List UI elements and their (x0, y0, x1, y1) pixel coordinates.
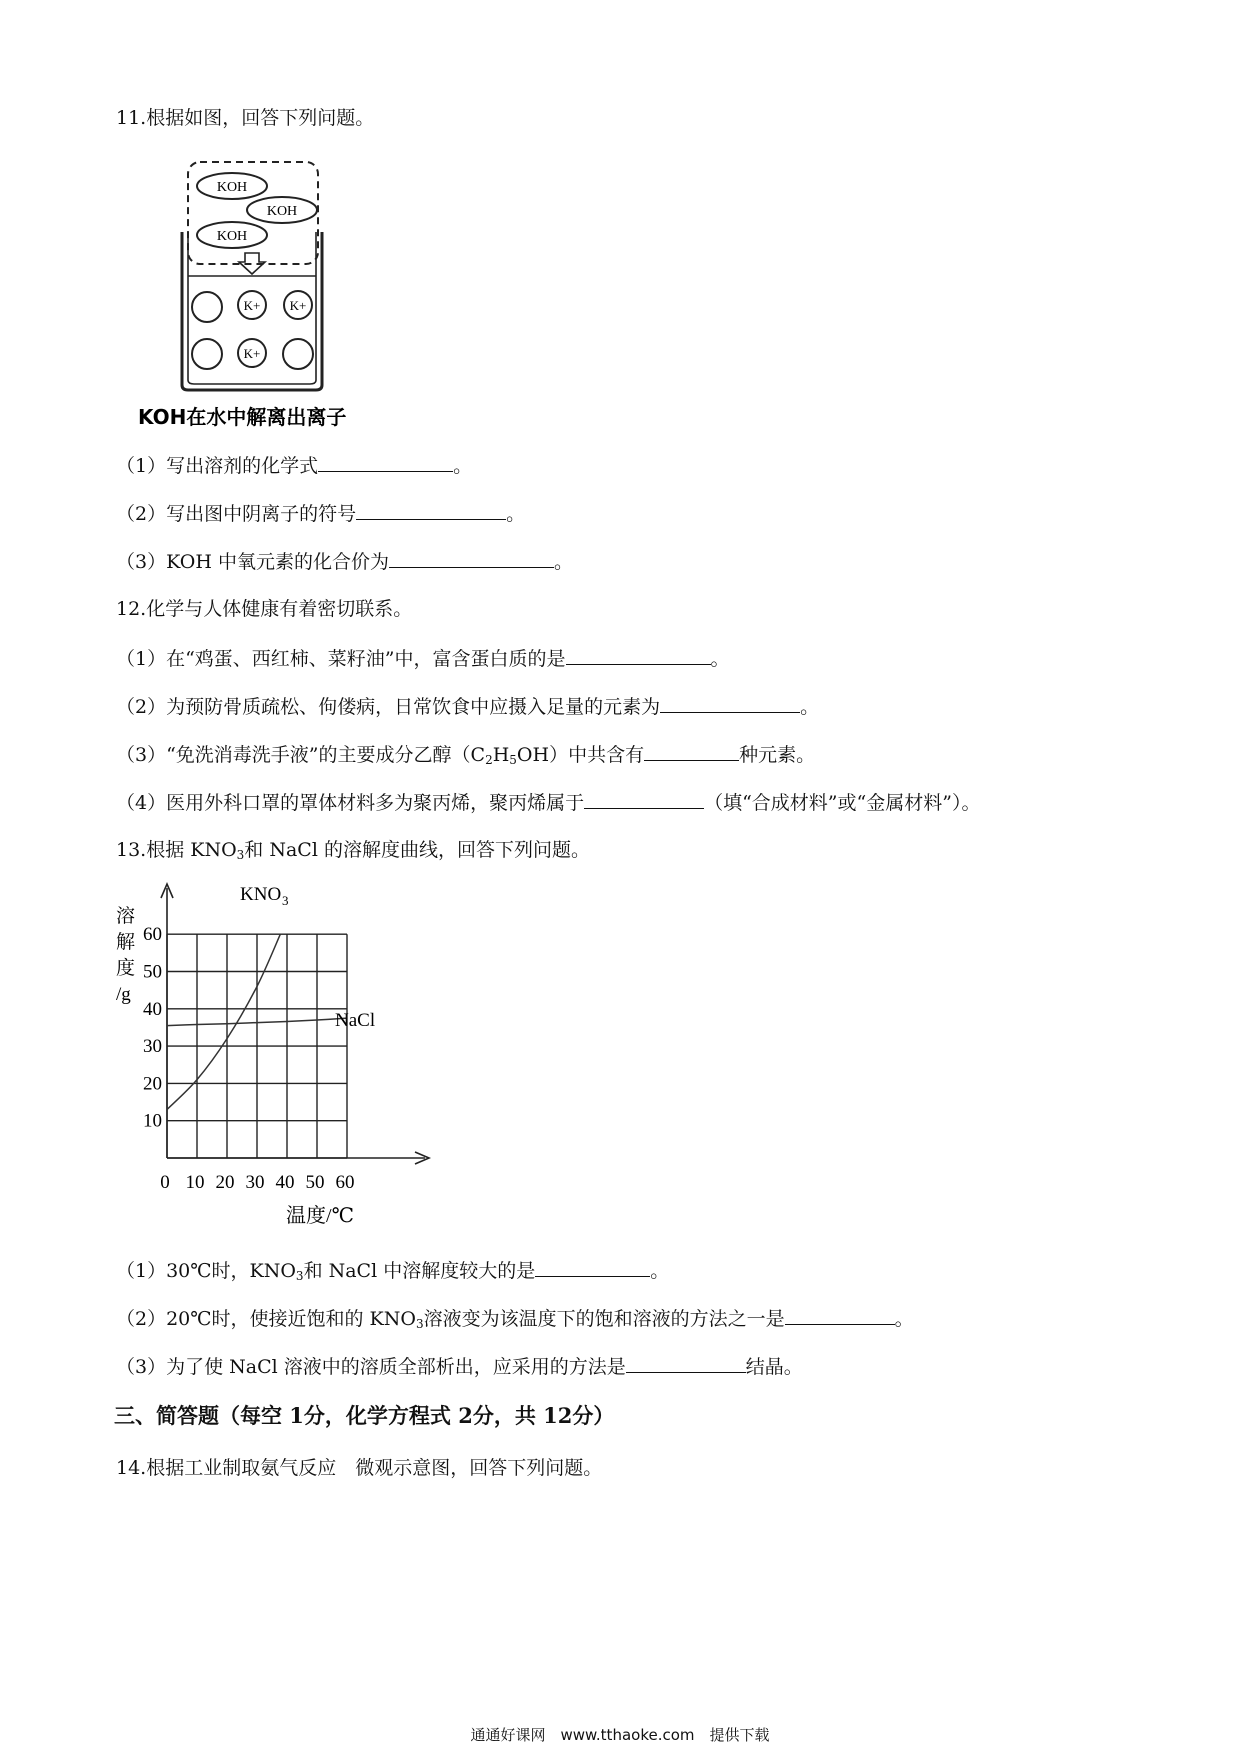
q11-sub3: （3）KOH 中氧元素的化合价为 。 (116, 551, 573, 573)
svg-text:K+: K+ (289, 298, 307, 313)
series-label-kno3-sub: 3 (282, 893, 289, 908)
answer-blank[interactable] (660, 694, 800, 713)
answer-blank[interactable] (584, 790, 704, 809)
answer-blank[interactable] (785, 1306, 895, 1325)
x-tick-label: 0 (160, 1172, 170, 1193)
y-tick-label: 30 (143, 1036, 162, 1058)
q12-sub4: （4）医用外科口罩的罩体材料多为聚丙烯，聚丙烯属于 （填“合成材料”或“金属材料”）。 (116, 792, 981, 814)
svg-text:KOH: KOH (216, 229, 248, 244)
solubility-chart (110, 880, 440, 1227)
q12-title: 12.化学与人体健康有着密切联系。 (116, 598, 413, 620)
y-axis-label: 溶 (116, 906, 136, 927)
k-ion (238, 339, 266, 367)
q13-sub3: （3）为了使 NaCl 溶液中的溶质全部析出，应采用的方法是 结晶。 (116, 1356, 803, 1378)
q12-sub1: （1）在“鸡蛋、西红柿、菜籽油”中，富含蛋白质的是 。 (116, 648, 730, 670)
section-heading: 三、简答题（每空 1分，化学方程式 2分，共 12分） (114, 1403, 615, 1428)
page-footer: 通通好课网 www.tthaoke.com 提供下载 (470, 1726, 770, 1744)
answer-blank[interactable] (318, 453, 453, 472)
q13-title: 13.根据 $KNO_3$和 NaCl 的溶解度曲线，回答下列问题。 (116, 839, 590, 862)
figure-caption: KOH在水中解离出离子 (138, 405, 347, 429)
answer-blank[interactable] (626, 1354, 746, 1373)
koh-molecule (247, 197, 317, 223)
answer-blank[interactable] (644, 742, 739, 761)
anion-circle (192, 292, 222, 322)
x-tick-label: 20 (215, 1172, 235, 1193)
y-tick-label: 20 (143, 1073, 162, 1095)
q11-sub1: （1）写出溶剂的化学式 。 (116, 455, 473, 477)
k-ion (238, 291, 266, 319)
koh-dissociation-figure (122, 150, 402, 432)
q13-sub2: （2）20℃时，使接近饱和的 $KNO_3$溶液变为该温度下的饱和溶液的方法之一是 。 (116, 1308, 914, 1331)
answer-blank[interactable] (356, 501, 506, 520)
answer-blank[interactable] (389, 549, 554, 568)
svg-text:KOH: KOH (216, 180, 248, 195)
y-tick-label: 50 (143, 961, 162, 983)
svg-text:KOH: KOH (266, 204, 298, 219)
answer-blank[interactable] (566, 646, 711, 665)
svg-text:K+: K+ (243, 346, 261, 361)
koh-molecule (197, 173, 267, 199)
q14-title: 14.根据工业制取氨气反应 微观示意图，回答下列问题。 (116, 1457, 603, 1479)
q12-sub3: （3）“免洗消毒洗手液”的主要成分乙醇$(C_2H_5OH)$中共含有 种元素。 (116, 744, 816, 767)
anion-circle (192, 339, 222, 369)
x-tick-label: 10 (185, 1172, 205, 1193)
koh-molecule (197, 222, 267, 248)
q13-sub1: （1）30℃时，$KNO_3$和 NaCl 中溶解度较大的是 。 (116, 1260, 670, 1283)
series-label-kno3: KNO (240, 884, 282, 905)
q11-sub2: （2）写出图中阴离子的符号 。 (116, 503, 526, 525)
y-tick-label: 40 (143, 998, 162, 1020)
svg-text:K+: K+ (243, 298, 261, 313)
series-label-nacl: NaCl (335, 1010, 376, 1032)
y-axis-label: /g (116, 984, 131, 1005)
y-axis-label: 解 (116, 932, 136, 953)
x-tick-label: 60 (335, 1172, 355, 1193)
q11-title: 11.根据如图，回答下列问题。 (116, 107, 375, 129)
x-tick-label: 30 (245, 1172, 265, 1193)
y-tick-label: 60 (143, 924, 162, 946)
y-axis-label: 度 (116, 958, 136, 979)
x-tick-label: 40 (275, 1172, 295, 1193)
q12-sub2: （2）为预防骨质疏松、佝偻病，日常饮食中应摄入足量的元素为 。 (116, 696, 820, 718)
k-ion (284, 291, 312, 319)
anion-circle (283, 339, 313, 369)
y-tick-label: 10 (143, 1110, 162, 1132)
x-axis-label: 温度/℃ (286, 1205, 354, 1227)
x-tick-label: 50 (305, 1172, 325, 1193)
answer-blank[interactable] (535, 1258, 650, 1277)
